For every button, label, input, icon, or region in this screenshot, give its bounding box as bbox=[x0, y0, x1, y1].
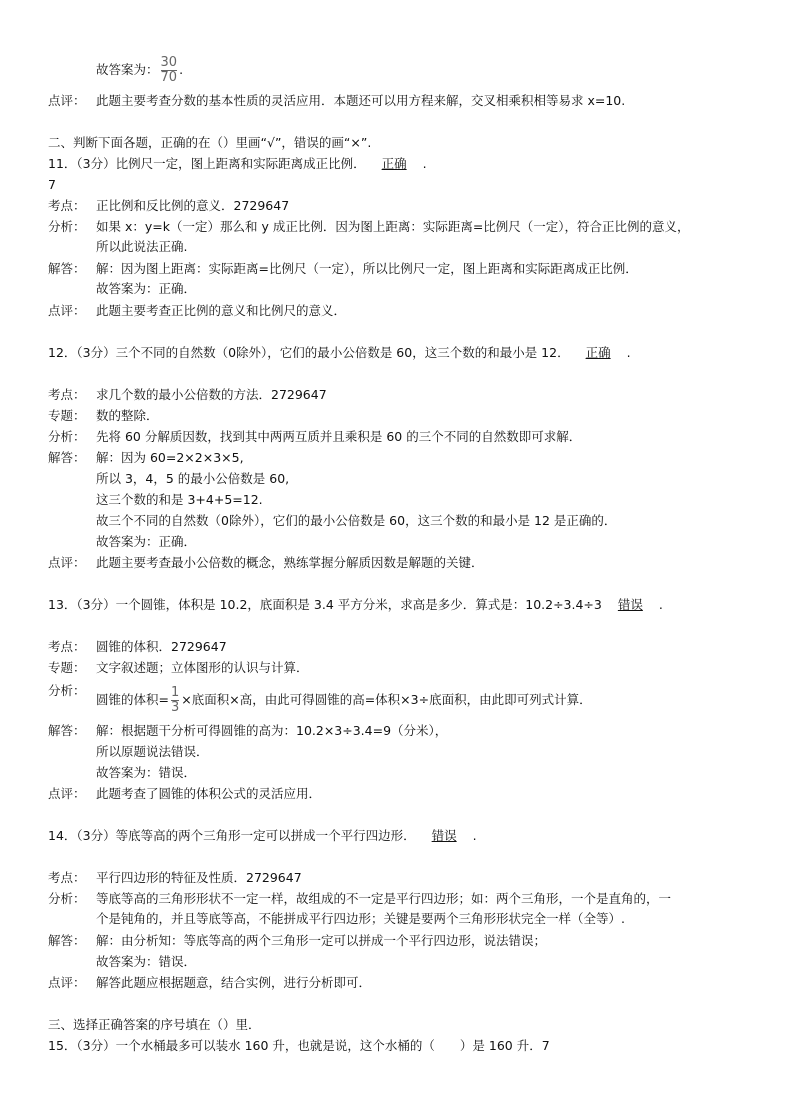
q13-jieda-3: 故答案为：错误． bbox=[96, 765, 197, 780]
question-13: 13．（3分）一个圆锥，体积是 10.2，底面积是 3.4 平方分米，求高是多少．算式是：10.2÷3.4÷3 错误 . bbox=[48, 597, 663, 612]
question-15: 15．（3分）一个水桶最多可以装水 160 升，也就是说，这个水桶的（ ）是 160 升．7 bbox=[48, 1038, 550, 1053]
question-11: 11．（3分）比例尺一定，图上距离和实际距离成正比例． 正确 . bbox=[48, 156, 427, 171]
q14-fenxi-2: 个是钝角的，并且等底等高，不能拼成平行四边形；关键是要两个三角形形状完全一样（全等）. bbox=[96, 911, 625, 926]
q13-zhuanti-label: 专题： bbox=[48, 660, 86, 675]
q12-jieda-label: 解答： bbox=[48, 450, 86, 465]
q12-jieda-1: 解：因为 60=2×2×3×5, bbox=[96, 450, 244, 465]
q14-kaodian-label: 考点： bbox=[48, 870, 86, 885]
q11-kaodian-label: 考点： bbox=[48, 198, 86, 213]
q12-kaodian: 求几个数的最小公倍数的方法．2729647 bbox=[96, 387, 327, 402]
q11-fenxi-2: 所以此说法正确. bbox=[96, 239, 188, 254]
q11-jieda-2: 故答案为：正确． bbox=[96, 281, 197, 296]
q13-jieda-label: 解答： bbox=[48, 723, 86, 738]
q11-jieda-label: 解答： bbox=[48, 261, 86, 276]
section-3-title: 三、选择正确答案的序号填在（）里． bbox=[48, 1017, 261, 1032]
q12-dianping: 此题主要考查最小公倍数的概念，熟练掌握分解质因数是解题的关键． bbox=[96, 555, 484, 570]
comment-label: 点评： bbox=[48, 93, 86, 108]
q14-kaodian: 平行四边形的特征及性质．2729647 bbox=[96, 870, 302, 885]
q12-kaodian-label: 考点： bbox=[48, 387, 86, 402]
q13-kaodian: 圆锥的体积．2729647 bbox=[96, 639, 227, 654]
q14-jieda-label: 解答： bbox=[48, 933, 86, 948]
question-14: 14．（3分）等底等高的两个三角形一定可以拼成一个平行四边形． 错误 . bbox=[48, 828, 477, 843]
q13-jieda-2: 所以原题说法错误． bbox=[96, 744, 209, 759]
q13-fenxi: 圆锥的体积= $\frac{1}{3}$ ×底面积×高，由此可得圆锥的高=体积×3÷底面积，由此即可列式计算． bbox=[96, 685, 592, 715]
q13-jieda-1: 解：根据题干分析可得圆锥的高为：10.2×3÷3.4=9（分米）， bbox=[96, 723, 448, 738]
q12-fenxi-label: 分析： bbox=[48, 429, 86, 444]
q13-kaodian-label: 考点： bbox=[48, 639, 86, 654]
q13-dianping-label: 点评： bbox=[48, 786, 86, 801]
q12-zhuanti: 数的整除． bbox=[96, 408, 159, 423]
comment-text: 此题主要考查分数的基本性质的灵活应用．本题还可以用方程来解，交叉相乘积相等易求 x=10. bbox=[96, 93, 626, 108]
question-14-answer: 错误 bbox=[431, 828, 457, 843]
section-2-title: 二、判断下面各题，正确的在（）里画“√”，错误的画“×”. bbox=[48, 135, 372, 150]
q11-note: 7 bbox=[48, 177, 56, 192]
one-third-fraction: $\frac{1}{3}$ bbox=[170, 685, 180, 715]
q14-jieda-2: 故答案为：错误． bbox=[96, 954, 197, 969]
q12-jieda-5: 故答案为：正确． bbox=[96, 534, 197, 549]
q11-dianping-label: 点评： bbox=[48, 303, 86, 318]
q12-fenxi: 先将 60 分解质因数，找到其中两两互质并且乘积是 60 的三个不同的自然数即可求解． bbox=[96, 429, 582, 444]
q12-jieda-2: 所以 3，4，5 的最小公倍数是 60, bbox=[96, 471, 290, 486]
question-13-answer: 错误 bbox=[617, 597, 643, 612]
q12-dianping-label: 点评： bbox=[48, 555, 86, 570]
q14-fenxi-label: 分析： bbox=[48, 891, 86, 906]
question-12-answer: 正确 bbox=[585, 345, 611, 360]
question-12: 12．（3分）三个不同的自然数（0除外），它们的最小公倍数是 60，这三个数的和最小是 12． 正确 . bbox=[48, 345, 631, 360]
q11-jieda-1: 解：因为图上距离：实际距离=比例尺（一定），所以比例尺一定，图上距离和实际距离成正比例． bbox=[96, 261, 638, 276]
q13-fenxi-label: 分析： bbox=[48, 683, 86, 698]
question-11-answer: 正确 bbox=[381, 156, 407, 171]
q14-dianping-label: 点评： bbox=[48, 975, 86, 990]
q11-dianping: 此题主要考查正比例的意义和比例尺的意义． bbox=[96, 303, 347, 318]
q14-jieda-1: 解：由分析知：等底等高的两个三角形一定可以拼成一个平行四边形，说法错误； bbox=[96, 933, 547, 948]
q13-zhuanti: 文字叙述题；立体图形的认识与计算． bbox=[96, 660, 309, 675]
q14-fenxi-1: 等底等高的三角形形状不一定一样，故组成的不一定是平行四边形；如：两个三角形，一个是直角的，一 bbox=[96, 891, 672, 906]
answer-line: 故答案为： $\frac{30}{70}$ . bbox=[96, 55, 184, 85]
q14-dianping: 解答此题应根据题意，结合实例，进行分析即可． bbox=[96, 975, 372, 990]
q12-zhuanti-label: 专题： bbox=[48, 408, 86, 423]
q13-dianping: 此题考查了圆锥的体积公式的灵活应用． bbox=[96, 786, 322, 801]
q11-fenxi-label: 分析： bbox=[48, 219, 86, 234]
q12-jieda-4: 故三个不同的自然数（0除外），它们的最小公倍数是 60，这三个数的和最小是 12 是正确的． bbox=[96, 513, 617, 528]
q12-jieda-3: 这三个数的和是 3+4+5=12. bbox=[96, 492, 263, 507]
q11-fenxi-1: 如果 x：y=k（一定）那么和 y 成正比例．因为图上距离：实际距离=比例尺（一定），符合正比例的意义， bbox=[96, 219, 690, 234]
answer-fraction: $\frac{30}{70}$ bbox=[160, 55, 178, 85]
q11-kaodian: 正比例和反比例的意义．2729647 bbox=[96, 198, 290, 213]
